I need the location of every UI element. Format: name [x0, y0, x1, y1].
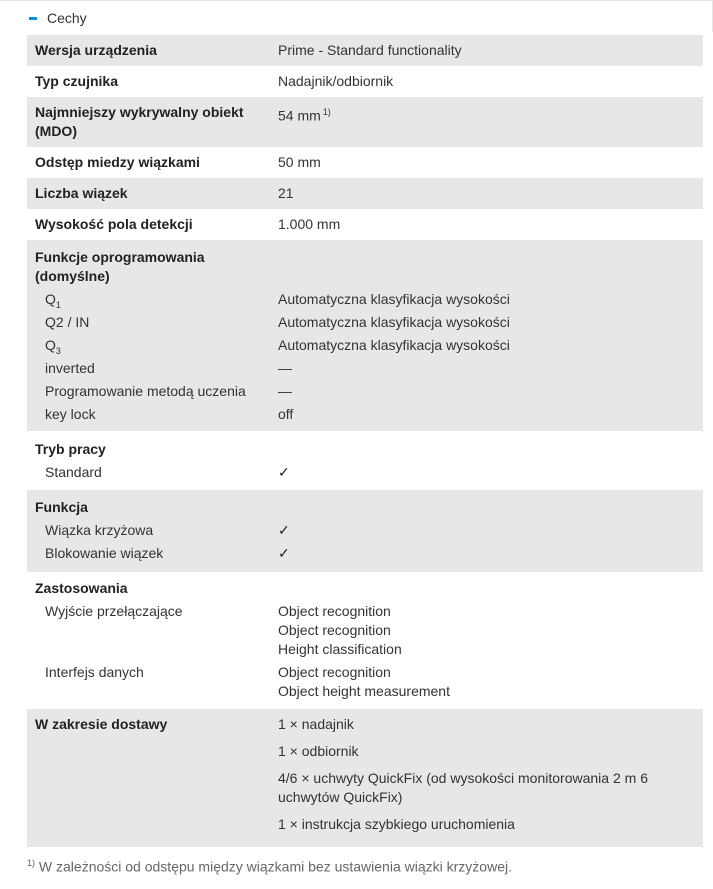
beam-spacing-value: 50 mm: [278, 154, 321, 170]
footnote-text: W zależności od odstępu między wiązkami bez ustawienia wiązki krzyżowej.: [38, 858, 512, 875]
mdo-value: 54 mm: [278, 107, 321, 124]
row-beam-spacing: [27, 147, 703, 178]
section-title[interactable]: Cechy: [47, 10, 87, 26]
delivery-item: 1 × nadajnik: [278, 716, 354, 732]
software-item-value: —: [278, 360, 292, 376]
field-height-value: 1.000 mm: [278, 216, 341, 232]
row-field-height: [27, 209, 703, 240]
mode-item-label: Standard: [45, 464, 102, 480]
software-item-value: Automatyczna klasyfikacja wysokości: [278, 314, 510, 330]
software-item-label: Programowanie metodą uczenia: [45, 383, 246, 399]
row-sensor-type: [27, 66, 703, 97]
software-label: Funkcje oprogramowania (domyślne): [35, 249, 205, 284]
delivery-item: 1 × instrukcja szybkiego uruchomienia: [278, 816, 515, 832]
beam-count-value: 21: [278, 185, 294, 201]
row-beam-count: [27, 178, 703, 209]
row-operating-mode: [27, 431, 703, 490]
sensor-type-value: Nadajnik/odbiornik: [278, 73, 394, 89]
beam-count-label: Liczba wiązek: [35, 185, 128, 201]
mdo-label: Najmniejszy wykrywalny obiekt (MDO): [35, 104, 244, 139]
row-software-functions: [27, 240, 703, 431]
software-item-label: $Q_1$: [45, 291, 61, 310]
switching-output-value: Object recognition: [278, 622, 391, 638]
row-mdo: [27, 97, 703, 147]
check-icon: ✓: [278, 545, 290, 561]
mode-label: Tryb pracy: [35, 441, 106, 457]
delivery-item: 4/6 × uchwyty QuickFix (od wysokości monitorowania 2 m 6: [278, 770, 648, 786]
function-item-label: Blokowanie wiązek: [45, 545, 164, 561]
applications-label: Zastosowania: [35, 580, 128, 596]
delivery-label: W zakresie dostawy: [35, 716, 168, 732]
data-interface-label: Interfejs danych: [45, 664, 144, 680]
section-header[interactable]: [0, 0, 713, 32]
sensor-type-label: Typ czujnika: [35, 73, 118, 89]
check-icon: ✓: [278, 522, 290, 538]
software-item-label: Q2 / IN: [45, 314, 90, 330]
software-item-value: —: [278, 383, 292, 399]
software-item-label: $Q_3$: [45, 337, 61, 356]
data-interface-value: Object height measurement: [278, 683, 450, 699]
software-item-value: off: [278, 406, 294, 422]
software-item-value: Automatyczna klasyfikacja wysokości: [278, 291, 510, 307]
function-label: Funkcja: [35, 499, 88, 515]
features-table: [27, 35, 703, 847]
delivery-item: uchwytów QuickFix): [278, 789, 403, 805]
switching-output-value: Object recognition: [278, 603, 391, 619]
row-delivery: [27, 709, 703, 847]
mdo-value-wrap: [278, 103, 331, 126]
footnote: [27, 858, 512, 875]
row-applications: [27, 572, 703, 709]
switching-output-value: Height classification: [278, 641, 402, 657]
check-icon: ✓: [278, 464, 290, 480]
row-device-version: [27, 35, 703, 66]
function-item-label: Wiązka krzyżowa: [45, 522, 154, 538]
collapse-icon[interactable]: [29, 17, 37, 20]
delivery-item: 1 × odbiornik: [278, 743, 359, 759]
field-height-label: Wysokość pola detekcji: [35, 216, 193, 232]
software-item-value: Automatyczna klasyfikacja wysokości: [278, 337, 510, 353]
switching-output-label: Wyjście przełączające: [45, 603, 183, 619]
data-interface-value: Object recognition: [278, 664, 391, 680]
mdo-footnote-ref[interactable]: 1): [322, 107, 331, 117]
row-function: [27, 490, 703, 572]
device-version-label: Wersja urządzenia: [35, 42, 157, 58]
software-item-label: inverted: [45, 360, 95, 376]
device-version-value: Prime - Standard functionality: [278, 42, 462, 58]
footnote-mark: 1): [27, 858, 36, 868]
software-item-label: key lock: [45, 406, 96, 422]
beam-spacing-label: Odstęp miedzy wiązkami: [35, 154, 200, 170]
